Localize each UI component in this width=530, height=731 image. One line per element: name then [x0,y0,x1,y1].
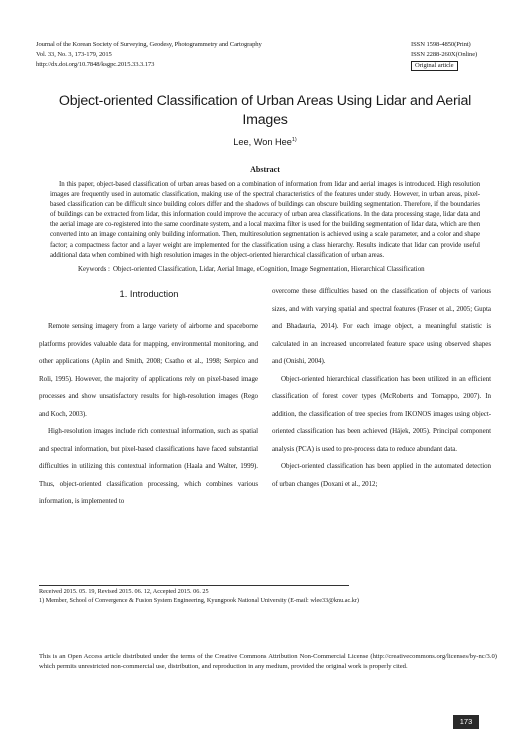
author-affiliation: 1) Member, School of Convergence & Fusion System Engineering, Kyungpook National University (E-mail: wlee33@knu.ac.kr) [39,597,359,604]
left-paragraph-1: Remote sensing imagery from a large variety of airborne and spaceborne platforms provides valuable data for mapping, environmental monitoring, and other applications (Aplin and Smith, 2008; Csatho et al., 1998; Serpico and Roli, 1995). However, the majority of applications rely on pixel-based image processes and show unsatisfactory results for high-resolution images (Rego and Koch, 2003). [39,322,258,418]
right-paragraph-1: overcome these difficulties based on the classification of objects of various sizes, and with varying spatial and spectral features (Fraser et al., 2005; Gupta and Bhadauria, 2014). For each image object, a meaningful statistic is calculated in an increased uncorrelated feature space using observed shapes and (Onishi, 2004). [272,287,491,365]
footnote-divider [39,585,349,586]
journal-name: Journal of the Korean Society of Surveying, Geodesy, Photogrammetry and Cartography [36,41,262,48]
keywords-label: Keywords : [78,266,110,273]
right-paragraph-2: Object-oriented hierarchical classification has been utilized in an efficient classification of forest cover types (McRoberts and Tomappo, 2007). In addition, the classification of tree species from IKONOS images using object-oriented classification has been achieved (Hájek, 2005). Principal component analysis (PCA) is used to pre-process data to reduce abundant data. [272,374,491,453]
abstract-heading: Abstract [250,165,280,174]
journal-volume: Vol. 33, No. 3, 173-179, 2015 [36,51,112,58]
author-line [40,137,490,147]
page-number: 173 [453,715,479,729]
author-footnote-mark: 1) [291,137,297,143]
footnotes [39,587,499,605]
author-name: Lee, Won Hee [233,137,292,148]
section-title-introduction: 1. Introduction [119,289,179,299]
issn-print: ISSN 1598-4850(Print) [411,41,471,48]
right-paragraph-3: Object-oriented classification has been applied in the automated detection of urban changes (Doxani et al., 2012; [272,462,491,488]
paper-title: Object-oriented Classification of Urban Areas Using Lidar and Aerial Images [58,93,472,128]
journal-header [36,40,366,70]
keywords-text: Object-oriented Classification, Lidar, Aerial Image, eCognition, Image Segmentation, Hierarchical Classification [112,266,425,273]
article-type-badge: Original article [411,61,458,72]
issn-block [411,40,511,71]
left-column [39,318,258,511]
received-dates: Received 2015. 05. 19, Revised 2015. 06. 12, Accepted 2015. 06. 25 [39,588,209,595]
right-column [272,283,491,493]
issn-online: ISSN 2288-260X(Online) [411,51,478,58]
doi-link[interactable]: http://dx.doi.org/10.7848/ksgpc.2015.33.3.173 [36,61,155,68]
left-paragraph-2: High-resolution images include rich contextual information, such as spatial and spectral information, but pixel-based classifications have faced substantial difficulties in utilizing this contextual information (Haala and Walter, 1999). Thus, object-oriented classification processing, which combines various information, is implemented to [39,427,258,505]
keywords [78,265,488,275]
license-notice: This is an Open Access article distributed under the terms of the Creative Commons Attribution Non-Commercial License (http://creativecommons.org/licenses/by-nc/3.0) which permits unrestricted non-commercial use, distribution, and reproduction in any medium, provided the original work is properly cited. [39,653,497,671]
abstract-text: In this paper, object-based classification of urban areas based on a combination of information from lidar and aerial images is introduced. High resolution images are frequently used in automatic classification, making use of the spectral characteristics of the features under study. However, in urban areas, pixel-based classification can be difficult since building colors differ and the shadows of buildings can obscure building segmentation. Therefore, if the boundaries of buildings can be extracted from lidar, this information could improve the accuracy of urban area classifications. In the data processing stage, lidar data and the aerial image are co-registered into the same coordinate system, and a local maxima filter is used for the building segmentation of lidar data, which are then converted into an image containing only building information. Then, multiresolution segmentation is achieved using a scale parameter, and a color and shape factor; a compactness factor and a layer weight are implemented for the classification using a class hierarchy. Results indicate that lidar can provide useful additional data when combined with high resolution images in the object-oriented hierarchical classification of urban areas. [50,181,480,259]
